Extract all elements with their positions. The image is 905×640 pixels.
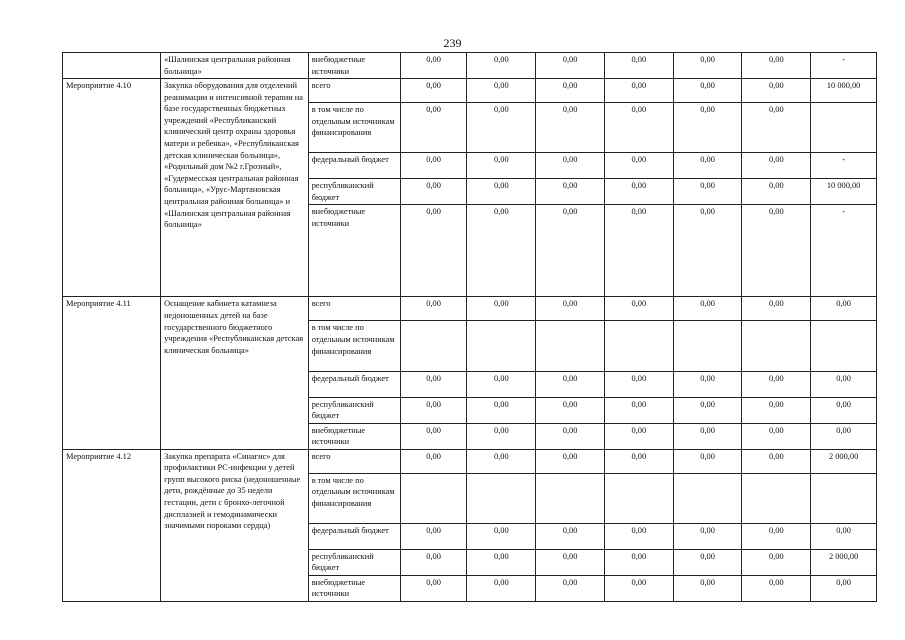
amount-cell bbox=[604, 473, 673, 523]
funding-source: в том числе по отдельным источникам финансирования bbox=[308, 473, 400, 523]
amount-cell: 0,00 bbox=[811, 575, 877, 601]
amount-cell: 0,00 bbox=[467, 423, 536, 449]
funding-source: республиканский бюджет bbox=[308, 179, 400, 205]
amount-cell: 0,00 bbox=[742, 397, 811, 423]
table-row bbox=[63, 53, 877, 79]
amount-cell: 0,00 bbox=[400, 523, 467, 549]
amount-cell: 0,00 bbox=[742, 79, 811, 103]
funding-source: в том числе по отдельным источникам финансирования bbox=[308, 103, 400, 153]
amount-cell: 0,00 bbox=[536, 423, 605, 449]
amount-cell: 0,00 bbox=[400, 79, 467, 103]
amount-cell: 0,00 bbox=[400, 53, 467, 79]
amount-cell: 0,00 bbox=[467, 575, 536, 601]
amount-cell: 0,00 bbox=[673, 523, 742, 549]
amount-cell: 0,00 bbox=[604, 423, 673, 449]
amount-cell: 0,00 bbox=[604, 103, 673, 153]
amount-cell: 0,00 bbox=[400, 549, 467, 575]
amount-cell bbox=[536, 321, 605, 371]
funding-source: внебюджетные источники bbox=[308, 53, 400, 79]
activity-code: Мероприятие 4.12 bbox=[63, 449, 161, 601]
amount-cell: 0,00 bbox=[467, 523, 536, 549]
funding-source: всего bbox=[308, 297, 400, 321]
amount-cell: 0,00 bbox=[536, 523, 605, 549]
amount-cell: 0,00 bbox=[400, 397, 467, 423]
amount-cell: 0,00 bbox=[400, 297, 467, 321]
amount-cell: 0,00 bbox=[536, 205, 605, 297]
amount-cell: 0,00 bbox=[604, 449, 673, 473]
amount-cell: 2 000,00 bbox=[811, 449, 877, 473]
amount-cell: 0,00 bbox=[742, 549, 811, 575]
amount-cell: 0,00 bbox=[673, 179, 742, 205]
amount-cell: 0,00 bbox=[673, 103, 742, 153]
amount-cell: 0,00 bbox=[604, 549, 673, 575]
amount-cell: 0,00 bbox=[467, 449, 536, 473]
amount-cell: 0,00 bbox=[536, 371, 605, 397]
amount-cell: 0,00 bbox=[536, 397, 605, 423]
table-row bbox=[63, 449, 877, 473]
funding-source: всего bbox=[308, 79, 400, 103]
amount-cell: 0,00 bbox=[673, 371, 742, 397]
funding-source: внебюджетные источники bbox=[308, 423, 400, 449]
amount-cell: 0,00 bbox=[673, 423, 742, 449]
amount-cell: 0,00 bbox=[742, 179, 811, 205]
amount-cell: 0,00 bbox=[536, 53, 605, 79]
amount-cell: 2 000,00 bbox=[811, 549, 877, 575]
amount-cell: 0,00 bbox=[742, 523, 811, 549]
table-row bbox=[63, 297, 877, 321]
amount-cell: 0,00 bbox=[536, 153, 605, 179]
amount-cell: 0,00 bbox=[536, 79, 605, 103]
amount-cell: 0,00 bbox=[811, 523, 877, 549]
amount-cell: 0,00 bbox=[742, 423, 811, 449]
amount-cell: 0,00 bbox=[400, 423, 467, 449]
activity-description: Закупка оборудования для отделений реанимации и интенсивной терапии на базе государственных бюджетных учреждений «Республиканский клинический центр охраны здоровья матери и ребенка», «Республиканская детская клиническая больница», «Родильный дом №2 г.Грозный», «Гудермесская центральная районная больница», «Урус-Мартановская центральная районная больница» и «Шалинская центральная районная больница» bbox=[161, 79, 309, 297]
funding-source: республиканский бюджет bbox=[308, 397, 400, 423]
amount-cell: 0,00 bbox=[604, 397, 673, 423]
amount-cell: 0,00 bbox=[467, 549, 536, 575]
amount-cell bbox=[400, 473, 467, 523]
funding-source: федеральный бюджет bbox=[308, 153, 400, 179]
activity-code: Мероприятие 4.11 bbox=[63, 297, 161, 449]
amount-cell: 0,00 bbox=[742, 297, 811, 321]
amount-cell: 0,00 bbox=[536, 179, 605, 205]
amount-cell bbox=[811, 321, 877, 371]
amount-cell: 0,00 bbox=[400, 449, 467, 473]
amount-cell: 0,00 bbox=[536, 297, 605, 321]
amount-cell: 0,00 bbox=[673, 397, 742, 423]
amount-cell: 0,00 bbox=[742, 575, 811, 601]
amount-cell bbox=[742, 321, 811, 371]
amount-cell bbox=[467, 473, 536, 523]
amount-cell: 0,00 bbox=[742, 371, 811, 397]
amount-cell: 0,00 bbox=[604, 371, 673, 397]
amount-cell: 10 000,00 bbox=[811, 179, 877, 205]
funding-source: в том числе по отдельным источникам финансирования bbox=[308, 321, 400, 371]
amount-cell: 0,00 bbox=[604, 53, 673, 79]
amount-cell: 0,00 bbox=[673, 297, 742, 321]
amount-cell: 0,00 bbox=[400, 103, 467, 153]
amount-cell: 0,00 bbox=[400, 371, 467, 397]
amount-cell: 0,00 bbox=[604, 523, 673, 549]
amount-cell: 0,00 bbox=[604, 205, 673, 297]
amount-cell: 0,00 bbox=[536, 575, 605, 601]
amount-cell: - bbox=[811, 153, 877, 179]
amount-cell: 0,00 bbox=[673, 549, 742, 575]
funding-source: федеральный бюджет bbox=[308, 371, 400, 397]
amount-cell: 0,00 bbox=[467, 371, 536, 397]
amount-cell bbox=[673, 321, 742, 371]
amount-cell: - bbox=[811, 53, 877, 79]
amount-cell: 0,00 bbox=[400, 153, 467, 179]
funding-source: всего bbox=[308, 449, 400, 473]
amount-cell: 0,00 bbox=[673, 575, 742, 601]
amount-cell: 0,00 bbox=[742, 449, 811, 473]
amount-cell: 0,00 bbox=[742, 153, 811, 179]
amount-cell bbox=[742, 473, 811, 523]
amount-cell: 0,00 bbox=[536, 449, 605, 473]
funding-source: внебюджетные источники bbox=[308, 575, 400, 601]
amount-cell: 0,00 bbox=[467, 103, 536, 153]
budget-table bbox=[62, 52, 877, 602]
amount-cell bbox=[467, 321, 536, 371]
amount-cell: 0,00 bbox=[604, 575, 673, 601]
amount-cell: 0,00 bbox=[400, 205, 467, 297]
amount-cell: 0,00 bbox=[467, 179, 536, 205]
amount-cell bbox=[400, 321, 467, 371]
page-number: 239 bbox=[443, 36, 462, 50]
amount-cell: 0,00 bbox=[604, 179, 673, 205]
amount-cell: 0,00 bbox=[467, 297, 536, 321]
funding-source: республиканский бюджет bbox=[308, 549, 400, 575]
amount-cell: 0,00 bbox=[673, 153, 742, 179]
amount-cell: 0,00 bbox=[467, 397, 536, 423]
amount-cell bbox=[811, 473, 877, 523]
amount-cell: - bbox=[811, 205, 877, 297]
amount-cell: 0,00 bbox=[811, 397, 877, 423]
amount-cell: 0,00 bbox=[742, 103, 811, 153]
amount-cell: 0,00 bbox=[673, 449, 742, 473]
activity-code: Мероприятие 4.10 bbox=[63, 79, 161, 297]
amount-cell: 0,00 bbox=[400, 575, 467, 601]
amount-cell bbox=[604, 321, 673, 371]
activity-code bbox=[63, 53, 161, 79]
amount-cell: 0,00 bbox=[604, 79, 673, 103]
amount-cell bbox=[673, 473, 742, 523]
funding-source: внебюджетные источники bbox=[308, 205, 400, 297]
amount-cell: 0,00 bbox=[811, 423, 877, 449]
amount-cell: 10 000,00 bbox=[811, 79, 877, 103]
activity-description: «Шалинская центральная районная больница» bbox=[161, 53, 309, 79]
amount-cell: 0,00 bbox=[742, 53, 811, 79]
amount-cell: 0,00 bbox=[536, 549, 605, 575]
activity-description: Закупка препарата «Синагис» для профилактики РС-инфекции у детей групп высокого риска (недоношенные дети, рождённые до 35 недели гестации, дети с бронхо-легочной дисплазией и гемодинамически значимыми пороками сердца) bbox=[161, 449, 309, 601]
amount-cell: 0,00 bbox=[811, 297, 877, 321]
amount-cell: 0,00 bbox=[467, 205, 536, 297]
amount-cell: 0,00 bbox=[742, 205, 811, 297]
amount-cell: 0,00 bbox=[604, 153, 673, 179]
amount-cell bbox=[811, 103, 877, 153]
amount-cell: 0,00 bbox=[673, 205, 742, 297]
amount-cell: 0,00 bbox=[811, 371, 877, 397]
amount-cell: 0,00 bbox=[673, 79, 742, 103]
amount-cell: 0,00 bbox=[604, 297, 673, 321]
amount-cell: 0,00 bbox=[467, 79, 536, 103]
activity-description: Оснащение кабинета катамнеза недоношенных детей на базе государственного бюджетного учреждения «Республиканская детская клиническая больница» bbox=[161, 297, 309, 449]
amount-cell: 0,00 bbox=[400, 179, 467, 205]
table-row bbox=[63, 79, 877, 103]
funding-source: федеральный бюджет bbox=[308, 523, 400, 549]
amount-cell: 0,00 bbox=[536, 103, 605, 153]
amount-cell bbox=[536, 473, 605, 523]
amount-cell: 0,00 bbox=[673, 53, 742, 79]
amount-cell: 0,00 bbox=[467, 53, 536, 79]
amount-cell: 0,00 bbox=[467, 153, 536, 179]
